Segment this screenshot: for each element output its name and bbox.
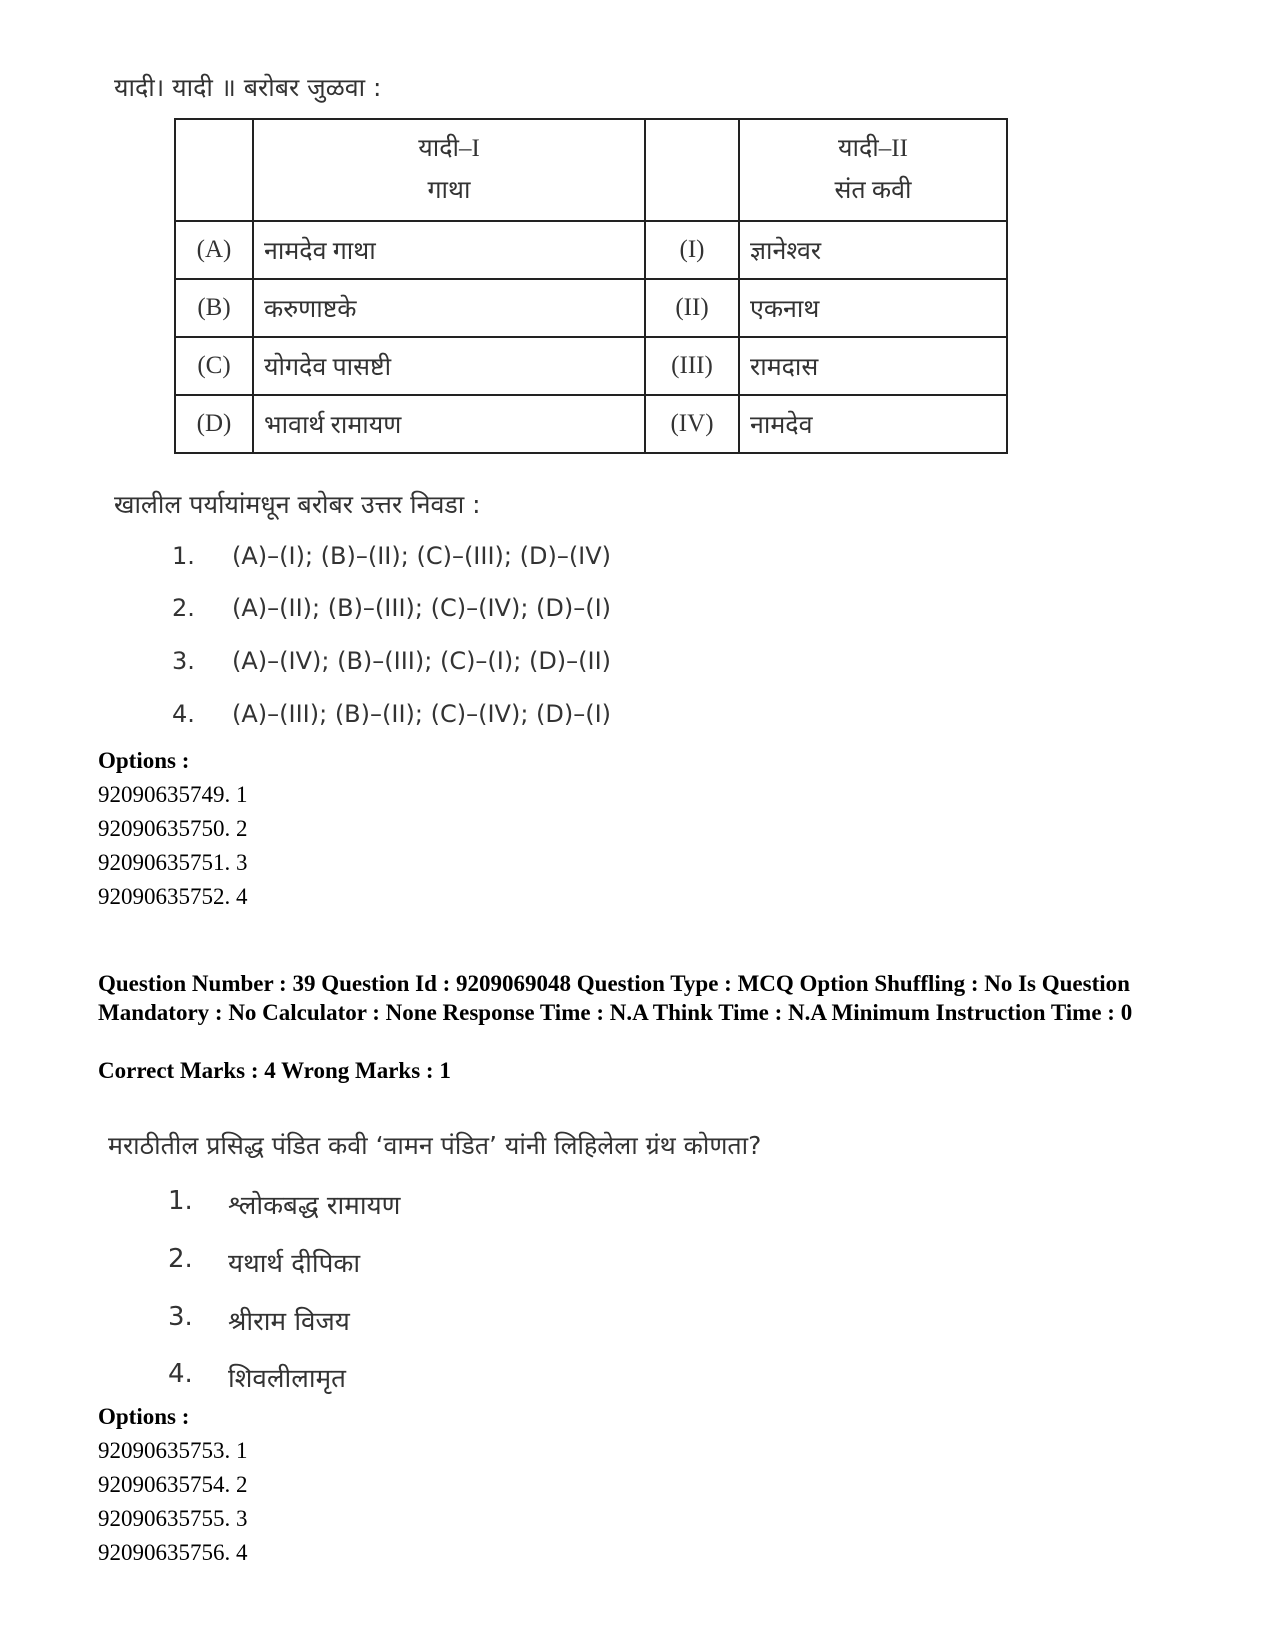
choice-number: 1. (172, 542, 195, 570)
row-poet: एकनाथ (739, 279, 1007, 337)
choice-number: 2. (172, 594, 195, 622)
question-text: मराठीतील प्रसिद्ध पंडित कवी ‘वामन पंडित’ यांनी लिहिलेला ग्रंथ कोणता? (108, 1131, 762, 1160)
option-id-line: 92090635751. 3 (98, 850, 248, 875)
choice-text: (A)–(IV); (B)–(III); (C)–(I); (D)–(II) (232, 647, 612, 675)
table-row (175, 395, 1007, 453)
row-poet: ज्ञानेश्वर (739, 221, 1007, 279)
table-row (175, 279, 1007, 337)
row-poet: रामदास (739, 337, 1007, 395)
answer-choice (168, 1244, 360, 1280)
choice-text: (A)–(II); (B)–(III); (C)–(IV); (D)–(I) (232, 594, 612, 622)
row-code: (C) (175, 337, 253, 395)
table-row (175, 337, 1007, 395)
options-heading: Options : (98, 748, 190, 773)
choice-text: श्रीराम विजय (228, 1307, 350, 1337)
row-number: (III) (645, 337, 739, 395)
row-item: भावार्थ रामायण (253, 395, 645, 453)
option-id-line: 92090635756. 4 (98, 1540, 248, 1565)
row-number: (II) (645, 279, 739, 337)
choose-prompt: खालील पर्यायांमधून बरोबर उत्तर निवडा : (114, 490, 481, 519)
choice-text: यथार्थ दीपिका (228, 1249, 361, 1279)
choice-text: शिवलीलामृत (228, 1364, 346, 1394)
choice-number: 3. (172, 647, 195, 675)
list1-subtitle: गाथा (427, 177, 471, 204)
marks-info: Correct Marks : 4 Wrong Marks : 1 (98, 1058, 451, 1083)
row-code: (B) (175, 279, 253, 337)
list2-header (739, 119, 1007, 221)
option-id-line: 92090635752. 4 (98, 884, 248, 909)
option-id-line: 92090635754. 2 (98, 1472, 248, 1497)
choice-text: श्लोकबद्ध रामायण (228, 1191, 401, 1221)
option-id-line: 92090635749. 1 (98, 782, 248, 807)
list2-subtitle: संत कवी (834, 177, 912, 204)
answer-choice (168, 1186, 400, 1222)
choice-number: 4. (168, 1359, 193, 1389)
row-number: (I) (645, 221, 739, 279)
option-id-line: 92090635755. 3 (98, 1506, 248, 1531)
choice-number: 3. (168, 1302, 193, 1332)
list1-header (253, 119, 645, 221)
row-number: (IV) (645, 395, 739, 453)
options-heading: Options : (98, 1404, 190, 1429)
answer-choice (172, 647, 611, 675)
choice-text: (A)–(III); (B)–(II); (C)–(IV); (D)–(I) (232, 700, 612, 728)
choice-text: (A)–(I); (B)–(II); (C)–(III); (D)–(IV) (232, 542, 612, 570)
list2-title: यादी–II (838, 135, 908, 162)
choice-number: 1. (168, 1186, 193, 1216)
answer-choice (172, 542, 611, 570)
choice-number: 4. (172, 700, 195, 728)
question-meta: Question Number : 39 Question Id : 9209069048 Question Type : MCQ Option Shuffling : No Is Question Mandatory : No Calculator : None Response Time : N.A Think Time : N.A Minimum Instruction Time : 0 (98, 971, 1133, 1025)
row-code: (A) (175, 221, 253, 279)
option-id-line: 92090635753. 1 (98, 1438, 248, 1463)
row-poet: नामदेव (739, 395, 1007, 453)
header-blank-cell (645, 119, 739, 221)
row-item: नामदेव गाथा (253, 221, 645, 279)
answer-choice (168, 1359, 346, 1395)
row-item: योगदेव पासष्टी (253, 337, 645, 395)
table-row (175, 221, 1007, 279)
table-header-row (175, 119, 1007, 221)
match-table (174, 118, 1008, 454)
header-blank-cell (175, 119, 253, 221)
option-id-line: 92090635750. 2 (98, 816, 248, 841)
answer-choice (172, 700, 611, 728)
row-item: करुणाष्टके (253, 279, 645, 337)
choice-number: 2. (168, 1244, 193, 1274)
match-instruction: यादी। यादी ॥ बरोबर जुळवा : (114, 73, 382, 102)
answer-choice (168, 1302, 350, 1338)
list1-title: यादी–I (418, 135, 480, 162)
answer-choice (172, 594, 611, 622)
row-code: (D) (175, 395, 253, 453)
